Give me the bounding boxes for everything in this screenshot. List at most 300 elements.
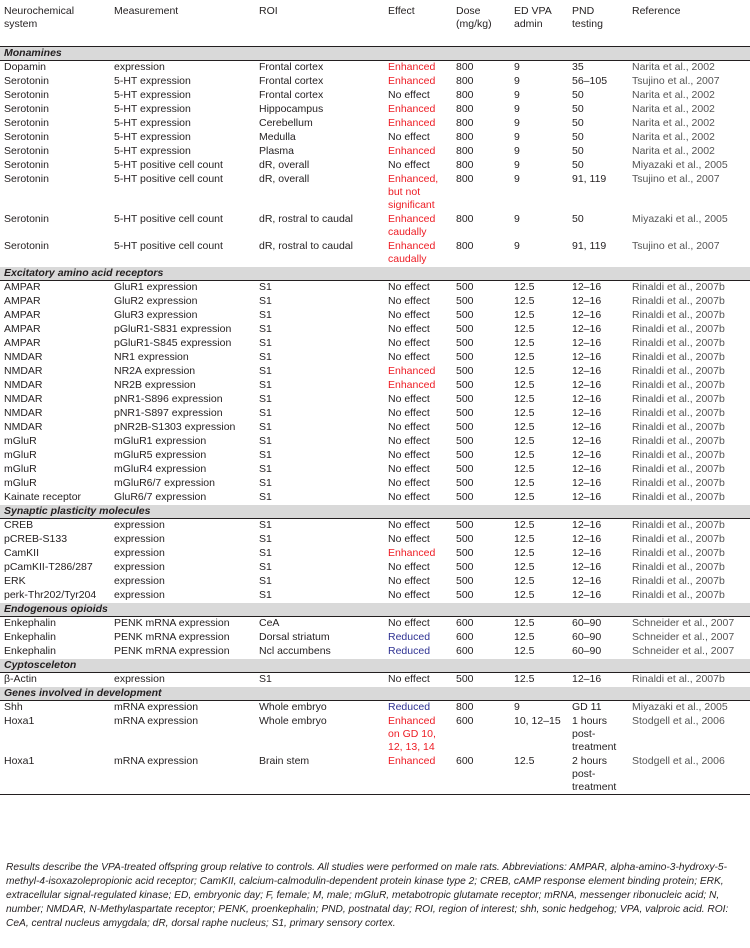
cell-pnd: 50 (568, 117, 628, 131)
cell-measurement: pGluR1-S831 expression (110, 323, 255, 337)
cell-pnd: 12–16 (568, 435, 628, 449)
cell-dose: 800 (452, 75, 510, 89)
cell-system: Hoxa1 (0, 755, 110, 795)
cell-roi: S1 (255, 533, 384, 547)
cell-system: NMDAR (0, 421, 110, 435)
cell-system: Serotonin (0, 159, 110, 173)
table-row (0, 561, 750, 575)
cell-measurement: GluR6/7 expression (110, 491, 255, 505)
cell-roi: S1 (255, 463, 384, 477)
cell-roi: Cerebellum (255, 117, 384, 131)
cell-dose: 500 (452, 589, 510, 603)
table-row (0, 213, 750, 240)
cell-effect: No effect (384, 281, 452, 295)
cell-system: CamKII (0, 547, 110, 561)
cell-ed-admin: 12.5 (510, 393, 568, 407)
cell-effect: No effect (384, 407, 452, 421)
cell-roi: Dorsal striatum (255, 631, 384, 645)
cell-effect: No effect (384, 393, 452, 407)
section-row (0, 505, 750, 519)
section-row (0, 47, 750, 61)
cell-system: AMPAR (0, 323, 110, 337)
cell-ed-admin: 12.5 (510, 547, 568, 561)
header-measurement: Measurement (110, 0, 255, 47)
cell-effect: No effect (384, 519, 452, 533)
cell-pnd: 12–16 (568, 351, 628, 365)
table-row (0, 701, 750, 715)
cell-reference: Rinaldi et al., 2007b (628, 533, 750, 547)
cell-dose: 500 (452, 547, 510, 561)
cell-dose: 500 (452, 337, 510, 351)
cell-measurement: PENK mRNA expression (110, 631, 255, 645)
table-row (0, 295, 750, 309)
cell-reference: Schneider et al., 2007 (628, 617, 750, 631)
cell-measurement: pNR1-S897 expression (110, 407, 255, 421)
cell-reference: Rinaldi et al., 2007b (628, 673, 750, 687)
cell-system: Serotonin (0, 173, 110, 213)
cell-pnd: 2 hours post-treatment (568, 755, 628, 795)
cell-dose: 600 (452, 617, 510, 631)
cell-measurement: mGluR1 expression (110, 435, 255, 449)
cell-dose: 800 (452, 701, 510, 715)
cell-system: pCREB-S133 (0, 533, 110, 547)
table-row (0, 173, 750, 213)
cell-dose: 500 (452, 491, 510, 505)
cell-reference: Rinaldi et al., 2007b (628, 351, 750, 365)
table-row (0, 449, 750, 463)
cell-dose: 800 (452, 117, 510, 131)
cell-system: Dopamin (0, 61, 110, 75)
cell-reference: Narita et al., 2002 (628, 145, 750, 159)
cell-roi: S1 (255, 575, 384, 589)
cell-ed-admin: 12.5 (510, 281, 568, 295)
cell-pnd: 50 (568, 159, 628, 173)
header-effect: Effect (384, 0, 452, 47)
cell-dose: 500 (452, 379, 510, 393)
cell-dose: 800 (452, 213, 510, 240)
cell-effect: Reduced (384, 645, 452, 659)
cell-roi: dR, rostral to caudal (255, 213, 384, 240)
cell-reference: Rinaldi et al., 2007b (628, 589, 750, 603)
cell-pnd: 50 (568, 213, 628, 240)
cell-measurement: 5-HT positive cell count (110, 213, 255, 240)
cell-measurement: expression (110, 673, 255, 687)
cell-roi: S1 (255, 477, 384, 491)
cell-roi: Hippocampus (255, 103, 384, 117)
table-row (0, 589, 750, 603)
cell-measurement: mGluR5 expression (110, 449, 255, 463)
cell-reference: Rinaldi et al., 2007b (628, 435, 750, 449)
table-row (0, 645, 750, 659)
cell-reference: Rinaldi et al., 2007b (628, 491, 750, 505)
cell-roi: S1 (255, 393, 384, 407)
cell-ed-admin: 12.5 (510, 435, 568, 449)
cell-reference: Rinaldi et al., 2007b (628, 323, 750, 337)
cell-roi: Frontal cortex (255, 61, 384, 75)
cell-system: β-Actin (0, 673, 110, 687)
cell-reference: Rinaldi et al., 2007b (628, 477, 750, 491)
cell-system: Serotonin (0, 213, 110, 240)
cell-system: Enkephalin (0, 617, 110, 631)
cell-effect: Enhanced, but not significant (384, 173, 452, 213)
cell-roi: Whole embryo (255, 715, 384, 755)
cell-ed-admin: 12.5 (510, 323, 568, 337)
cell-system: Kainate receptor (0, 491, 110, 505)
cell-pnd: 91, 119 (568, 240, 628, 267)
cell-roi: S1 (255, 407, 384, 421)
section-row (0, 687, 750, 701)
cell-dose: 800 (452, 240, 510, 267)
cell-ed-admin: 12.5 (510, 561, 568, 575)
cell-roi: Whole embryo (255, 701, 384, 715)
cell-roi: Medulla (255, 131, 384, 145)
cell-effect: No effect (384, 295, 452, 309)
table-row (0, 421, 750, 435)
cell-system: mGluR (0, 463, 110, 477)
cell-pnd: 12–16 (568, 407, 628, 421)
cell-roi: S1 (255, 673, 384, 687)
cell-pnd: 91, 119 (568, 173, 628, 213)
cell-system: AMPAR (0, 281, 110, 295)
cell-reference: Rinaldi et al., 2007b (628, 379, 750, 393)
section-title: Genes involved in development (0, 687, 750, 701)
cell-pnd: 50 (568, 103, 628, 117)
cell-ed-admin: 12.5 (510, 673, 568, 687)
cell-ed-admin: 12.5 (510, 295, 568, 309)
cell-pnd: 12–16 (568, 519, 628, 533)
cell-dose: 800 (452, 145, 510, 159)
cell-effect: Enhanced (384, 103, 452, 117)
cell-pnd: 50 (568, 131, 628, 145)
cell-ed-admin: 9 (510, 61, 568, 75)
cell-reference: Tsujino et al., 2007 (628, 240, 750, 267)
cell-reference: Stodgell et al., 2006 (628, 755, 750, 795)
table-row (0, 351, 750, 365)
cell-effect: Enhanced (384, 117, 452, 131)
section-row (0, 603, 750, 617)
table-row (0, 89, 750, 103)
cell-measurement: 5-HT expression (110, 75, 255, 89)
cell-dose: 500 (452, 533, 510, 547)
cell-reference: Rinaldi et al., 2007b (628, 519, 750, 533)
cell-dose: 500 (452, 421, 510, 435)
cell-effect: Enhanced caudally (384, 213, 452, 240)
cell-dose: 500 (452, 673, 510, 687)
cell-measurement: expression (110, 561, 255, 575)
cell-ed-admin: 10, 12–15 (510, 715, 568, 755)
cell-effect: Enhanced on GD 10, 12, 13, 14 (384, 715, 452, 755)
cell-pnd: 12–16 (568, 323, 628, 337)
cell-effect: No effect (384, 435, 452, 449)
cell-measurement: 5-HT expression (110, 145, 255, 159)
cell-system: pCamKII-T286/287 (0, 561, 110, 575)
cell-measurement: pGluR1-S845 expression (110, 337, 255, 351)
cell-measurement: mGluR4 expression (110, 463, 255, 477)
cell-reference: Rinaldi et al., 2007b (628, 337, 750, 351)
cell-dose: 500 (452, 561, 510, 575)
cell-roi: S1 (255, 323, 384, 337)
cell-pnd: 35 (568, 61, 628, 75)
table-row (0, 337, 750, 351)
cell-measurement: mRNA expression (110, 755, 255, 795)
cell-dose: 500 (452, 281, 510, 295)
header-row (0, 0, 750, 47)
table-row (0, 61, 750, 75)
cell-effect: Enhanced (384, 365, 452, 379)
cell-ed-admin: 12.5 (510, 575, 568, 589)
table-row (0, 575, 750, 589)
cell-reference: Rinaldi et al., 2007b (628, 561, 750, 575)
cell-effect: No effect (384, 561, 452, 575)
table-row (0, 323, 750, 337)
cell-measurement: pNR1-S896 expression (110, 393, 255, 407)
cell-roi: Frontal cortex (255, 75, 384, 89)
cell-reference: Rinaldi et al., 2007b (628, 575, 750, 589)
cell-reference: Schneider et al., 2007 (628, 631, 750, 645)
cell-effect: No effect (384, 575, 452, 589)
cell-dose: 800 (452, 173, 510, 213)
section-title: Synaptic plasticity molecules (0, 505, 750, 519)
cell-ed-admin: 12.5 (510, 477, 568, 491)
cell-measurement: GluR2 expression (110, 295, 255, 309)
cell-roi: S1 (255, 309, 384, 323)
cell-roi: S1 (255, 561, 384, 575)
cell-effect: Enhanced (384, 547, 452, 561)
cell-pnd: 12–16 (568, 491, 628, 505)
cell-pnd: 12–16 (568, 281, 628, 295)
cell-reference: Tsujino et al., 2007 (628, 173, 750, 213)
cell-effect: Enhanced (384, 145, 452, 159)
cell-dose: 600 (452, 715, 510, 755)
cell-ed-admin: 9 (510, 173, 568, 213)
table-row (0, 159, 750, 173)
cell-roi: S1 (255, 435, 384, 449)
cell-reference: Tsujino et al., 2007 (628, 75, 750, 89)
cell-ed-admin: 9 (510, 213, 568, 240)
cell-system: Enkephalin (0, 631, 110, 645)
table-row (0, 673, 750, 687)
cell-pnd: 12–16 (568, 477, 628, 491)
cell-ed-admin: 12.5 (510, 309, 568, 323)
cell-dose: 500 (452, 435, 510, 449)
cell-effect: No effect (384, 421, 452, 435)
header-ed: ED VPA admin (510, 0, 568, 47)
table-body (0, 47, 750, 795)
cell-reference: Rinaldi et al., 2007b (628, 407, 750, 421)
cell-roi: dR, overall (255, 159, 384, 173)
cell-ed-admin: 9 (510, 701, 568, 715)
cell-reference: Rinaldi et al., 2007b (628, 463, 750, 477)
cell-system: NMDAR (0, 379, 110, 393)
cell-effect: No effect (384, 131, 452, 145)
cell-measurement: expression (110, 589, 255, 603)
cell-reference: Narita et al., 2002 (628, 117, 750, 131)
cell-dose: 500 (452, 393, 510, 407)
cell-ed-admin: 9 (510, 103, 568, 117)
cell-effect: No effect (384, 533, 452, 547)
cell-reference: Narita et al., 2002 (628, 89, 750, 103)
cell-roi: S1 (255, 365, 384, 379)
cell-measurement: 5-HT expression (110, 117, 255, 131)
cell-ed-admin: 12.5 (510, 407, 568, 421)
cell-dose: 800 (452, 89, 510, 103)
cell-pnd: 12–16 (568, 589, 628, 603)
cell-system: Serotonin (0, 75, 110, 89)
cell-measurement: PENK mRNA expression (110, 617, 255, 631)
cell-reference: Narita et al., 2002 (628, 131, 750, 145)
cell-dose: 800 (452, 159, 510, 173)
cell-roi: dR, overall (255, 173, 384, 213)
cell-ed-admin: 12.5 (510, 491, 568, 505)
table-row (0, 379, 750, 393)
cell-system: Shh (0, 701, 110, 715)
cell-pnd: 12–16 (568, 337, 628, 351)
cell-measurement: PENK mRNA expression (110, 645, 255, 659)
cell-measurement: 5-HT positive cell count (110, 240, 255, 267)
cell-measurement: 5-HT expression (110, 131, 255, 145)
section-title: Cyptosceleton (0, 659, 750, 673)
cell-effect: No effect (384, 309, 452, 323)
cell-ed-admin: 9 (510, 117, 568, 131)
cell-roi: Brain stem (255, 755, 384, 795)
cell-effect: No effect (384, 477, 452, 491)
cell-effect: No effect (384, 589, 452, 603)
cell-roi: dR, rostral to caudal (255, 240, 384, 267)
cell-pnd: 12–16 (568, 547, 628, 561)
table-row (0, 407, 750, 421)
cell-system: NMDAR (0, 407, 110, 421)
cell-ed-admin: 12.5 (510, 645, 568, 659)
cell-dose: 500 (452, 463, 510, 477)
cell-system: NMDAR (0, 351, 110, 365)
cell-system: Serotonin (0, 145, 110, 159)
cell-pnd: GD 11 (568, 701, 628, 715)
cell-dose: 500 (452, 351, 510, 365)
cell-reference: Rinaldi et al., 2007b (628, 547, 750, 561)
cell-dose: 500 (452, 575, 510, 589)
section-row (0, 659, 750, 673)
cell-system: Serotonin (0, 103, 110, 117)
cell-ed-admin: 12.5 (510, 365, 568, 379)
cell-system: NMDAR (0, 365, 110, 379)
cell-effect: Reduced (384, 631, 452, 645)
cell-ed-admin: 12.5 (510, 519, 568, 533)
cell-effect: No effect (384, 463, 452, 477)
cell-system: ERK (0, 575, 110, 589)
section-title: Endogenous opioids (0, 603, 750, 617)
cell-pnd: 12–16 (568, 393, 628, 407)
cell-measurement: GluR1 expression (110, 281, 255, 295)
cell-pnd: 60–90 (568, 645, 628, 659)
cell-measurement: 5-HT expression (110, 103, 255, 117)
table-row (0, 463, 750, 477)
section-row (0, 267, 750, 281)
cell-pnd: 60–90 (568, 631, 628, 645)
cell-dose: 500 (452, 323, 510, 337)
cell-roi: CeA (255, 617, 384, 631)
table-row (0, 309, 750, 323)
header-system: Neurochemical system (0, 0, 110, 47)
cell-effect: No effect (384, 673, 452, 687)
cell-effect: No effect (384, 351, 452, 365)
cell-effect: Enhanced (384, 61, 452, 75)
cell-system: Serotonin (0, 89, 110, 103)
cell-system: NMDAR (0, 393, 110, 407)
cell-reference: Narita et al., 2002 (628, 103, 750, 117)
cell-roi: S1 (255, 589, 384, 603)
cell-dose: 800 (452, 61, 510, 75)
cell-measurement: expression (110, 547, 255, 561)
cell-roi: S1 (255, 295, 384, 309)
cell-ed-admin: 9 (510, 131, 568, 145)
cell-pnd: 12–16 (568, 449, 628, 463)
cell-system: Enkephalin (0, 645, 110, 659)
table-row (0, 715, 750, 755)
cell-measurement: expression (110, 533, 255, 547)
cell-system: mGluR (0, 449, 110, 463)
cell-effect: Enhanced (384, 75, 452, 89)
cell-ed-admin: 12.5 (510, 463, 568, 477)
header-pnd: PND testing (568, 0, 628, 47)
cell-measurement: NR2B expression (110, 379, 255, 393)
table-row (0, 117, 750, 131)
cell-roi: S1 (255, 491, 384, 505)
cell-measurement: expression (110, 519, 255, 533)
cell-roi: Frontal cortex (255, 89, 384, 103)
table-row (0, 240, 750, 267)
cell-ed-admin: 12.5 (510, 449, 568, 463)
cell-measurement: expression (110, 575, 255, 589)
cell-effect: Enhanced (384, 755, 452, 795)
cell-pnd: 12–16 (568, 673, 628, 687)
header-reference: Reference (628, 0, 750, 47)
section-title: Monamines (0, 47, 750, 61)
cell-reference: Miyazaki et al., 2005 (628, 159, 750, 173)
table-footnote: Results describe the VPA-treated offspring group relative to controls. All studies were performed on male rats. Abbreviations: AMPAR, alpha-amino-3-hydroxy-5-methyl-4-isoxazolepropionic acid receptor; CamKII, calcium-calmodulin-dependent protein kinase type 2; CREB, cAMP response element binding protein; ERK, extracellular signal-regulated kinase; ED, embryonic day; F, female; M, male; mGluR, metabotropic glutamate receptor; mRNA, messenger ribonucleic acid; N, number; NMDAR, N-Methylaspartate receptor; PENK, proenkephalin; PND, postnatal day; ROI, region of interest; shh, sonic hedgehog; VPA, valproic acid. ROI: CeA, central nucleus amygdala; dR, dorsal raphe nucleus; S1, primary sensory cortex. (6, 862, 729, 929)
table-row (0, 477, 750, 491)
cell-roi: Plasma (255, 145, 384, 159)
table-row (0, 519, 750, 533)
cell-reference: Rinaldi et al., 2007b (628, 295, 750, 309)
cell-measurement: GluR3 expression (110, 309, 255, 323)
cell-measurement: pNR2B-S1303 expression (110, 421, 255, 435)
cell-dose: 500 (452, 477, 510, 491)
table-row (0, 145, 750, 159)
cell-measurement: NR2A expression (110, 365, 255, 379)
cell-roi: Ncl accumbens (255, 645, 384, 659)
cell-ed-admin: 12.5 (510, 589, 568, 603)
cell-system: CREB (0, 519, 110, 533)
cell-reference: Miyazaki et al., 2005 (628, 213, 750, 240)
cell-pnd: 12–16 (568, 365, 628, 379)
cell-effect: No effect (384, 89, 452, 103)
cell-ed-admin: 9 (510, 145, 568, 159)
cell-ed-admin: 12.5 (510, 755, 568, 795)
cell-system: Serotonin (0, 131, 110, 145)
cell-effect: No effect (384, 617, 452, 631)
cell-roi: S1 (255, 421, 384, 435)
table-row (0, 755, 750, 795)
table-row (0, 533, 750, 547)
header-roi: ROI (255, 0, 384, 47)
cell-ed-admin: 9 (510, 75, 568, 89)
cell-effect: Enhanced caudally (384, 240, 452, 267)
cell-pnd: 56–105 (568, 75, 628, 89)
cell-pnd: 12–16 (568, 309, 628, 323)
cell-effect: No effect (384, 449, 452, 463)
cell-reference: Rinaldi et al., 2007b (628, 309, 750, 323)
table-row (0, 617, 750, 631)
